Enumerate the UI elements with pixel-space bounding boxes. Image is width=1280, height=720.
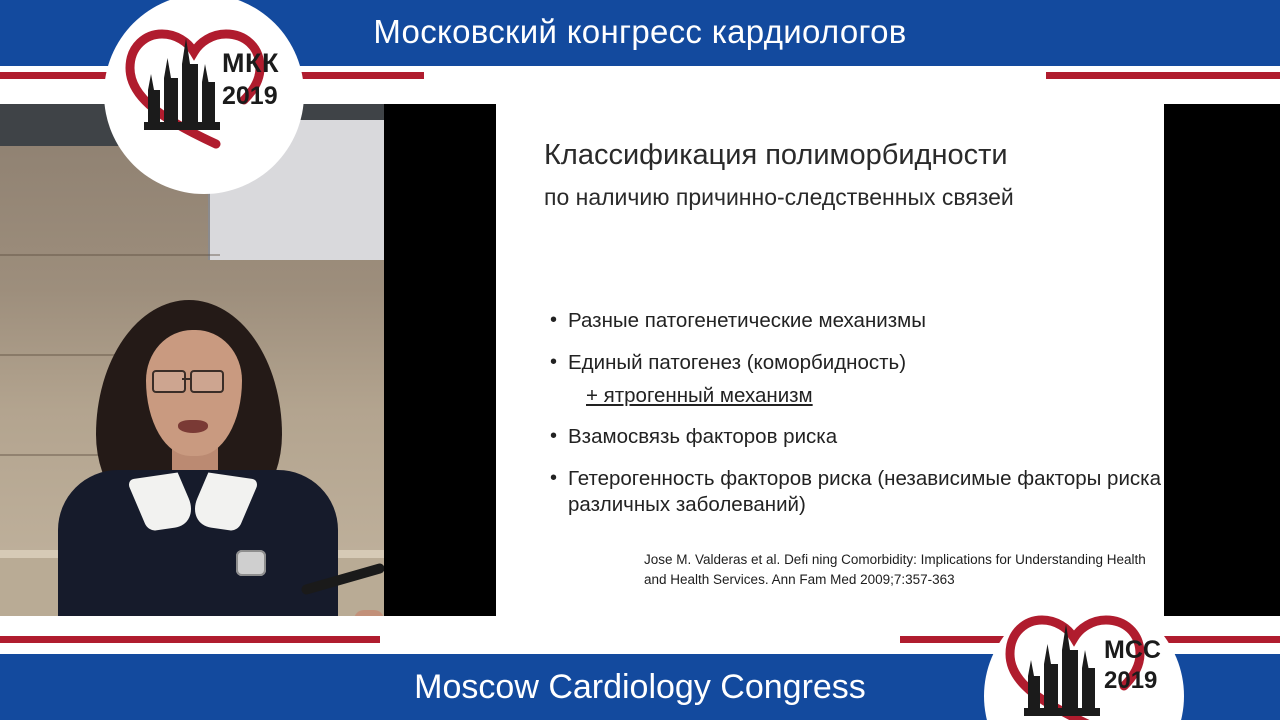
speaker-torso [58,470,338,616]
list-item [548,424,1168,450]
slide-title: Классификация полиморбидности [544,139,1008,171]
slide-content [496,104,1164,616]
congress-title-ru: Московский конгресс кардиологов [373,13,907,50]
bullet-text: Единый патогенез (коморбидность) [568,350,907,374]
bottom-rule-left [0,636,380,643]
video-wall-seam-1 [0,254,220,256]
bullet-text: Гетерогенность факторов риска (независимые факторы риска различных заболеваний) [568,467,1161,517]
speaker-glasses-left [152,370,186,393]
congress-logo-bottom[interactable] [984,596,1184,720]
letterbox-left [384,104,496,616]
speaker-hand [354,610,384,616]
list-item [548,308,1168,334]
slide-bullet-list [548,308,1168,534]
logo-abbr-bottom: MCC [1104,636,1161,664]
letterbox-right [1164,104,1280,616]
congress-logo-top[interactable] [104,0,304,194]
speaker-brooch [236,550,266,576]
logo-year-bottom: 2019 [1104,667,1158,694]
bullet-subtext [568,383,1168,409]
congress-title-en: Moscow Cardiology Congress [414,668,866,706]
slide-subtitle: по наличию причинно-следственных связей [544,184,1014,210]
list-item [548,350,1168,409]
bullet-text: Взамосвязь факторов риска [568,425,838,449]
speaker-mouth [178,420,208,433]
top-rule-right [1046,72,1280,79]
heart-kremlin-icon [984,596,1184,720]
list-item [548,466,1168,518]
bullet-text: Разные патогенетические механизмы [568,309,926,332]
logo-abbr-top: МКК [222,48,279,78]
speaker-glasses-bridge [182,378,190,380]
slide-citation: Jose M. Valderas et al. Defi ning Comorbidity: Implications for Understanding Health and Health Services. Ann Fam Med 2009;7:357-363 [644,552,1146,587]
logo-year-top: 2019 [222,82,278,110]
bullet-subtext-underlined: + ятрогенный механизм [586,383,813,407]
heart-kremlin-icon [104,0,304,194]
speaker-glasses-right [190,370,224,393]
